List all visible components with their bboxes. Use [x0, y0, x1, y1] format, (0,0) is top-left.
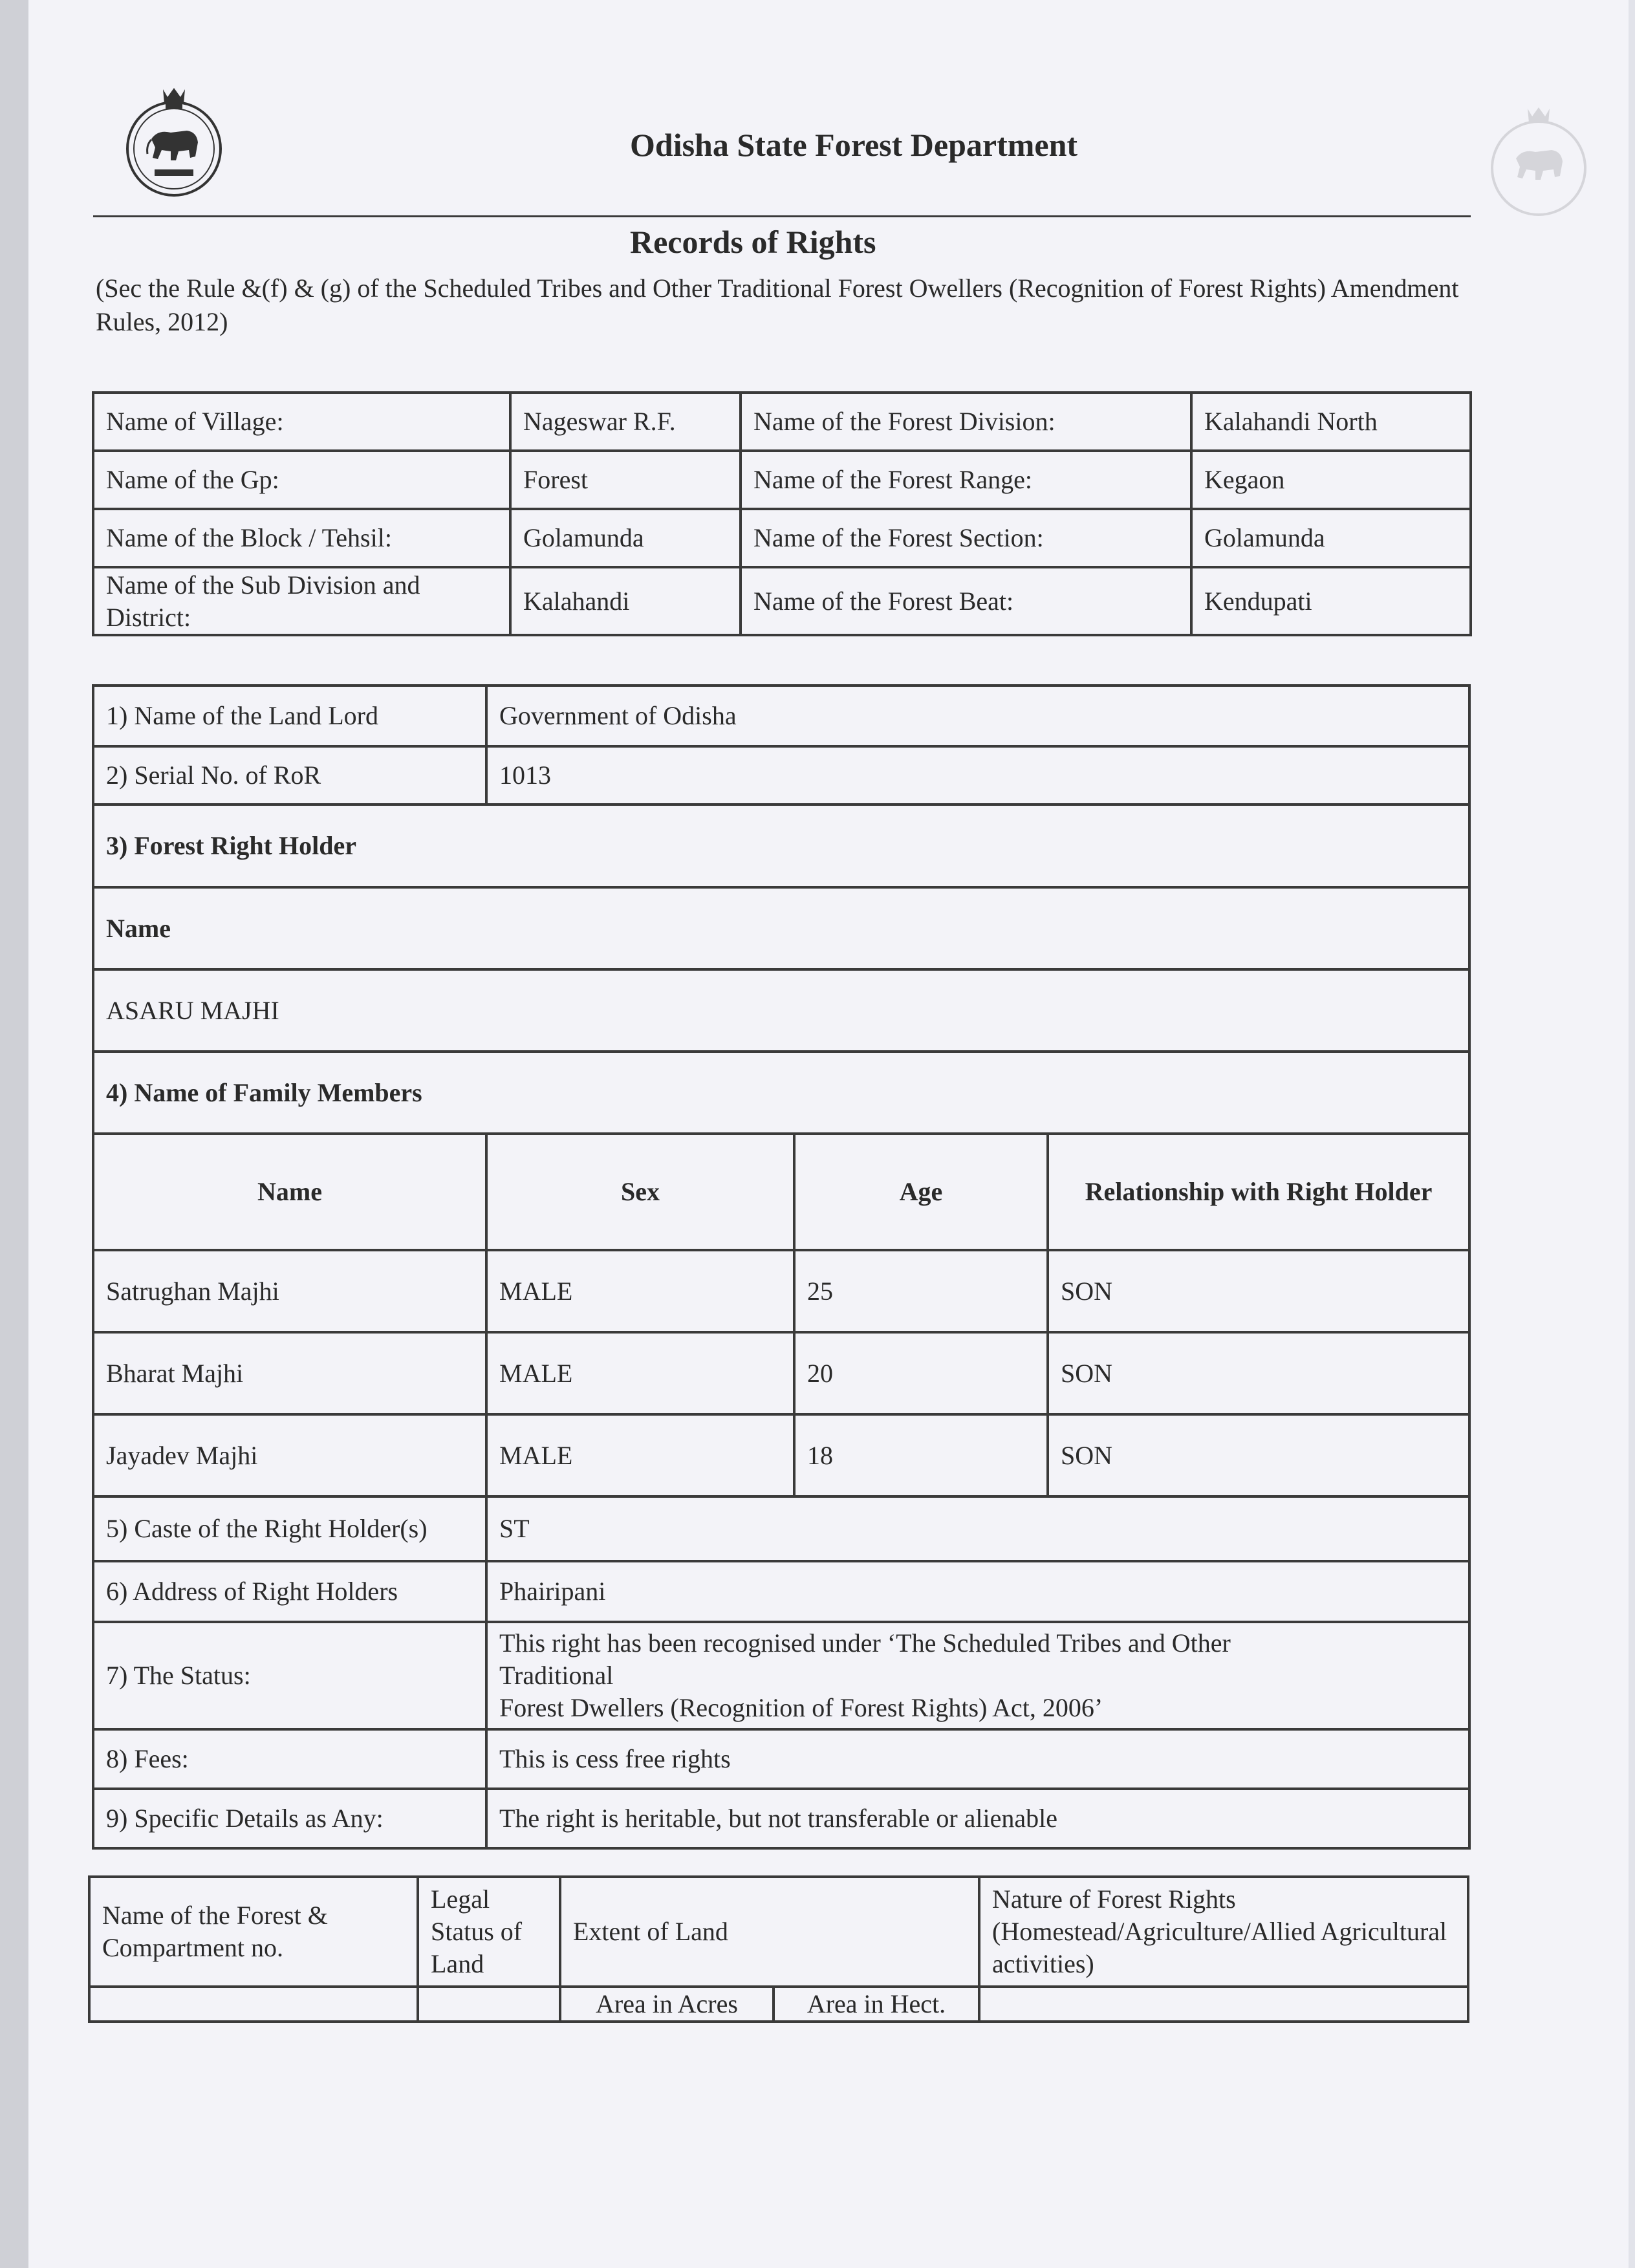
table-row [93, 509, 1471, 567]
forest-section-label: Name of the Forest Section: [741, 509, 1191, 567]
family-member-age: 18 [794, 1414, 1048, 1496]
area-hect-label: Area in Hect. [774, 1987, 979, 2022]
name-heading: Name [93, 887, 1469, 969]
title-divider [93, 215, 1471, 217]
table-row [93, 1789, 1469, 1848]
family-member-sex: MALE [486, 1250, 794, 1332]
gp-value: Forest [510, 451, 741, 509]
forest-section-value: Golamunda [1191, 509, 1471, 567]
family-col-sex: Sex [486, 1134, 794, 1250]
holder-heading: 3) Forest Right Holder [93, 805, 1469, 887]
address-label: 6) Address of Right Holders [93, 1561, 486, 1622]
table-row [93, 393, 1471, 451]
status-label: 7) The Status: [93, 1622, 486, 1729]
table-row [93, 1414, 1469, 1496]
table-row [93, 1496, 1469, 1561]
family-member-sex: MALE [486, 1332, 794, 1414]
table-row [93, 805, 1469, 887]
forest-beat-value: Kendupati [1191, 567, 1471, 635]
document-page [28, 0, 1629, 2268]
fees-label: 8) Fees: [93, 1729, 486, 1789]
family-member-age: 20 [794, 1332, 1048, 1414]
serial-value: 1013 [486, 746, 1469, 805]
table-row [93, 887, 1469, 969]
status-line: This right has been recognised under ‘The Scheduled Tribes and Other [499, 1628, 1231, 1658]
fees-value: This is cess free rights [486, 1729, 1469, 1789]
location-table [92, 391, 1472, 636]
block-label: Name of the Block / Tehsil: [93, 509, 510, 567]
nature-of-rights-value [979, 1987, 1468, 2022]
status-line: Traditional [499, 1661, 614, 1690]
table-row [93, 1729, 1469, 1789]
family-member-relationship: SON [1048, 1250, 1469, 1332]
family-col-age: Age [794, 1134, 1048, 1250]
nature-of-rights-label: Nature of Forest Rights (Homestead/Agriculture/Allied Agricultural activities) [979, 1877, 1468, 1987]
scan-left-edge [0, 0, 28, 2268]
family-col-name: Name [93, 1134, 486, 1250]
holder-name: ASARU MAJHI [93, 969, 1469, 1052]
details-label: 9) Specific Details as Any: [93, 1789, 486, 1848]
status-line: Forest Dwellers (Recognition of Forest Rights) Act, 2006’ [499, 1693, 1103, 1722]
caste-label: 5) Caste of the Right Holder(s) [93, 1496, 486, 1561]
landlord-value: Government of Odisha [486, 686, 1469, 746]
family-heading: 4) Name of Family Members [93, 1052, 1469, 1134]
forest-division-label: Name of the Forest Division: [741, 393, 1191, 451]
emblem-watermark-icon [1471, 97, 1607, 226]
table-row [89, 1987, 1468, 2022]
odisha-emblem-icon [106, 78, 242, 207]
table-row [93, 1622, 1469, 1729]
details-value: The right is heritable, but not transferable or alienable [486, 1789, 1469, 1848]
forest-compartment-value [89, 1987, 418, 2022]
record-table [92, 684, 1471, 1850]
family-member-sex: MALE [486, 1414, 794, 1496]
table-row [89, 1877, 1468, 1987]
scan-right-edge [1629, 0, 1635, 2268]
document-title: Records of Rights [630, 224, 876, 260]
family-header-row [93, 1134, 1469, 1250]
department-title: Odisha State Forest Department [630, 127, 1078, 163]
family-member-relationship: SON [1048, 1332, 1469, 1414]
table-row [93, 1250, 1469, 1332]
serial-label: 2) Serial No. of RoR [93, 746, 486, 805]
legal-status-value [418, 1987, 560, 2022]
area-acres-label: Area in Acres [560, 1987, 774, 2022]
table-row [93, 1332, 1469, 1414]
land-table [88, 1875, 1469, 2023]
extent-of-land-label: Extent of Land [560, 1877, 979, 1987]
family-member-name: Jayadev Majhi [93, 1414, 486, 1496]
table-row [93, 746, 1469, 805]
document-subtitle: (Sec the Rule &(f) & (g) of the Scheduled Tribes and Other Traditional Forest Owellers (Recognition of Forest Rights) Amendment Rules, 2012) [96, 274, 1459, 336]
block-value: Golamunda [510, 509, 741, 567]
table-row [93, 686, 1469, 746]
forest-range-label: Name of the Forest Range: [741, 451, 1191, 509]
forest-range-value: Kegaon [1191, 451, 1471, 509]
subdivision-label: Name of the Sub Division and District: [93, 567, 510, 635]
village-label: Name of Village: [93, 393, 510, 451]
family-member-name: Satrughan Majhi [93, 1250, 486, 1332]
address-value: Phairipani [486, 1561, 1469, 1622]
table-row [93, 969, 1469, 1052]
table-row [93, 567, 1471, 635]
family-member-age: 25 [794, 1250, 1048, 1332]
table-row [93, 451, 1471, 509]
gp-label: Name of the Gp: [93, 451, 510, 509]
table-row [93, 1052, 1469, 1134]
landlord-label: 1) Name of the Land Lord [93, 686, 486, 746]
status-value [486, 1622, 1469, 1729]
forest-compartment-label: Name of the Forest & Compartment no. [89, 1877, 418, 1987]
subdivision-value: Kalahandi [510, 567, 741, 635]
village-value: Nageswar R.F. [510, 393, 741, 451]
family-col-relationship: Relationship with Right Holder [1048, 1134, 1469, 1250]
legal-status-label: Legal Status of Land [418, 1877, 560, 1987]
caste-value: ST [486, 1496, 1469, 1561]
forest-beat-label: Name of the Forest Beat: [741, 567, 1191, 635]
family-member-relationship: SON [1048, 1414, 1469, 1496]
family-member-name: Bharat Majhi [93, 1332, 486, 1414]
table-row [93, 1561, 1469, 1622]
forest-division-value: Kalahandi North [1191, 393, 1471, 451]
